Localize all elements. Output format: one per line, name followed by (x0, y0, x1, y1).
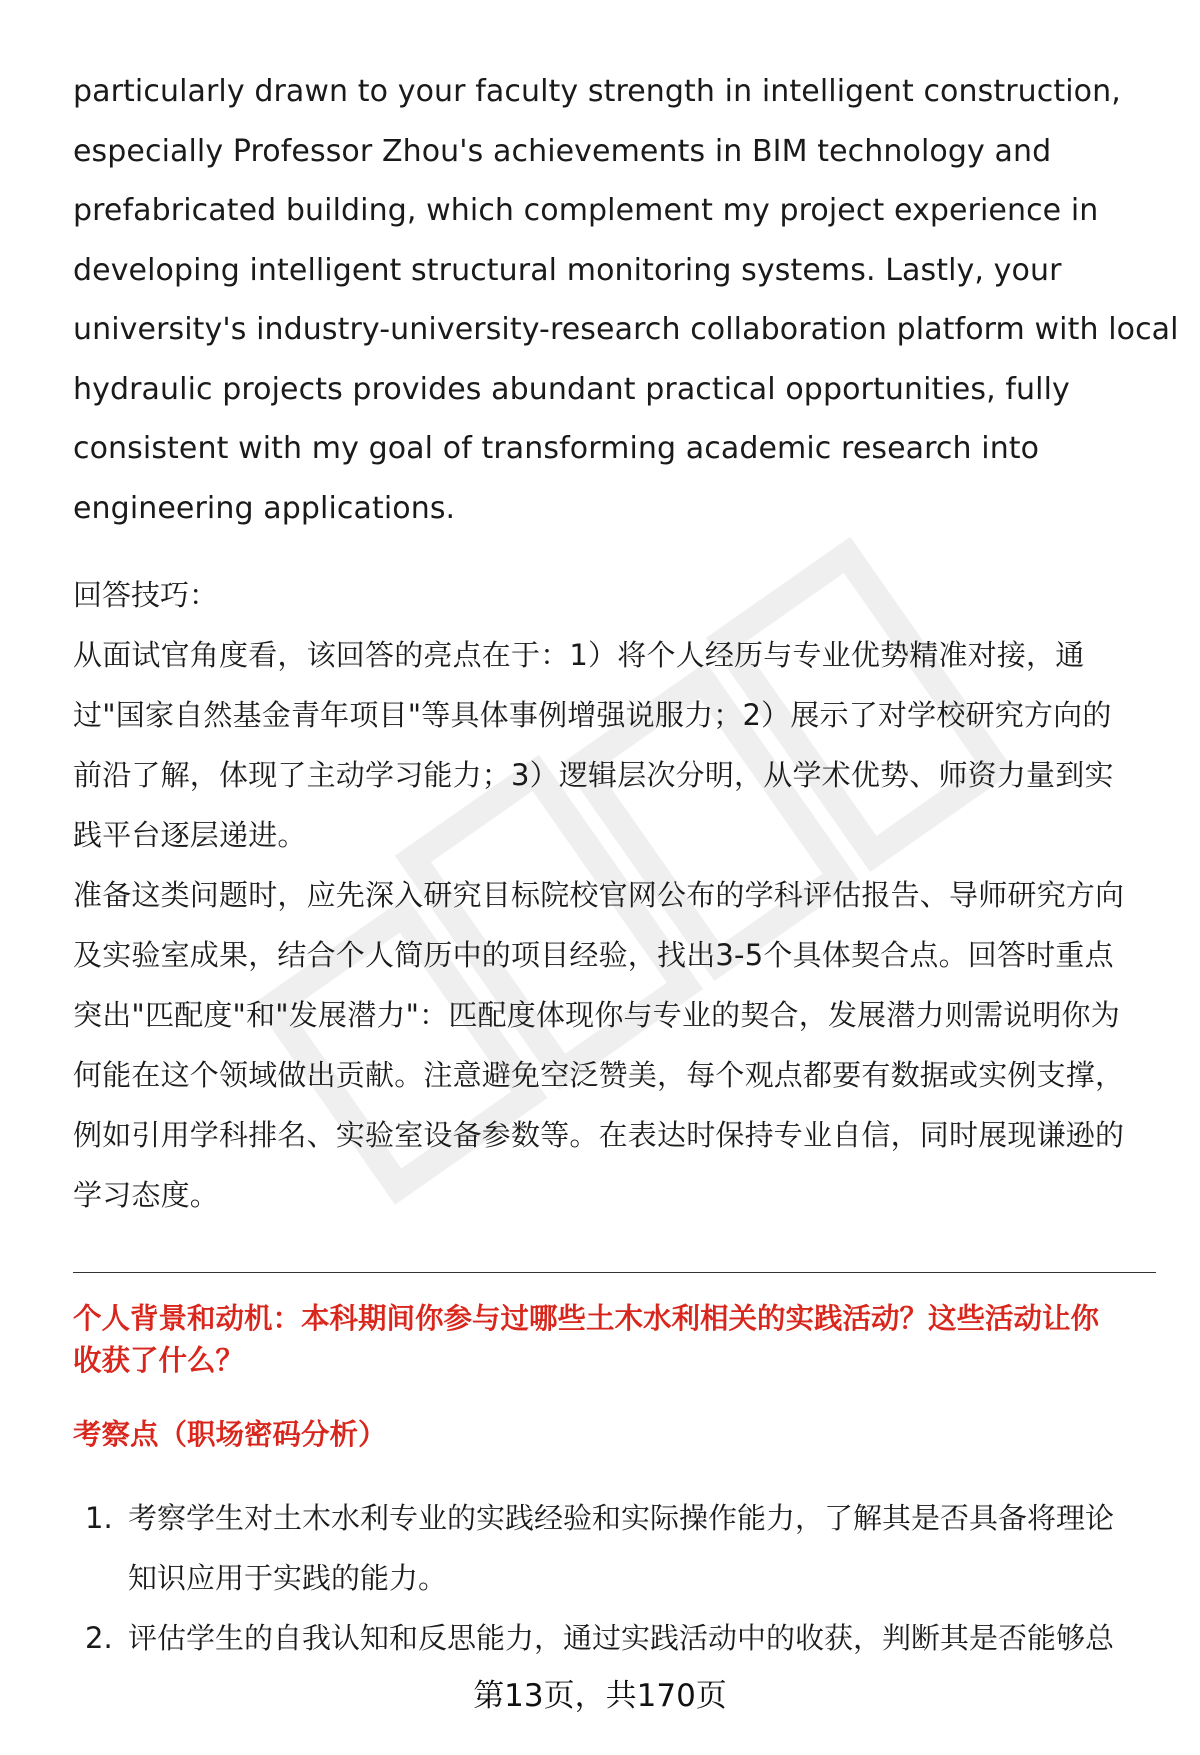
tips-line: 过"国家自然基金青年项目"等具体事例增强说服力；2）展示了对学校研究方向的 (73, 698, 1112, 732)
english-paragraph (73, 62, 1179, 538)
list-item-line: 知识应用于实践的能力。 (128, 1561, 448, 1595)
section-divider (73, 1272, 1156, 1273)
answer-tips (73, 565, 1153, 1225)
paragraph-line: hydraulic projects provides abundant practical opportunities, fully (73, 371, 1070, 407)
tips-label: 回答技巧： (73, 578, 219, 612)
paragraph-line: especially Professor Zhou's achievements in BIM technology and (73, 133, 1052, 169)
list-item-line: 考察学生对土木水利专业的实践经验和实际操作能力，了解其是否具备将理论 (128, 1501, 1115, 1535)
tips-line: 从面试官角度看，该回答的亮点在于：1）将个人经历与专业优势精准对接，通 (73, 638, 1085, 672)
assessment-points-list (73, 1488, 1163, 1668)
tips-line: 践平台逐层递进。 (73, 818, 307, 852)
list-item-number: 2. (85, 1621, 113, 1655)
tips-line: 前沿了解，体现了主动学习能力；3）逻辑层次分明，从学术优势、师资力量到实 (73, 758, 1114, 792)
list-item (73, 1608, 1163, 1668)
paragraph-line: university's industry-university-research collaboration platform with local (73, 312, 1179, 347)
paragraph-line: engineering applications. (73, 490, 456, 526)
question-line: 个人背景和动机：本科期间你参与过哪些土木水利相关的实践活动？这些活动让你 (73, 1302, 1100, 1335)
list-item (73, 1488, 1163, 1608)
question-line: 收获了什么？ (73, 1344, 245, 1377)
list-item-line: 评估学生的自我认知和反思能力，通过实践活动中的收获，判断其是否能够总 (128, 1621, 1115, 1655)
assessment-points-heading: 考察点（职场密码分析） (73, 1418, 387, 1451)
question-heading (73, 1298, 1163, 1382)
tips-line: 及实验室成果，结合个人简历中的项目经验，找出3-5个具体契合点。回答时重点 (73, 938, 1114, 972)
paragraph-line: particularly drawn to your faculty strength in intelligent construction, (73, 74, 1121, 109)
tips-line: 学习态度。 (73, 1178, 220, 1212)
paragraph-line: prefabricated building, which complement my project experience in (73, 193, 1099, 228)
tips-line: 准备这类问题时，应先深入研究目标院校官网公布的学科评估报告、导师研究方向 (73, 878, 1125, 912)
paragraph-line: consistent with my goal of transforming academic research into (73, 431, 1040, 466)
list-item-number: 1. (85, 1501, 113, 1535)
tips-line: 何能在这个领域做出贡献。注意避免空泛赞美，每个观点都要有数据或实例支撑， (73, 1058, 1125, 1092)
tips-line: 突出"匹配度"和"发展潜力"：匹配度体现你与专业的契合，发展潜力则需说明你为 (73, 998, 1120, 1032)
paragraph-line: developing intelligent structural monitoring systems. Lastly, your (73, 252, 1062, 288)
page-number-footer: 第13页，共170页 (473, 1678, 727, 1714)
tips-line: 例如引用学科排名、实验室设备参数等。在表达时保持专业自信，同时展现谦逊的 (73, 1118, 1125, 1152)
